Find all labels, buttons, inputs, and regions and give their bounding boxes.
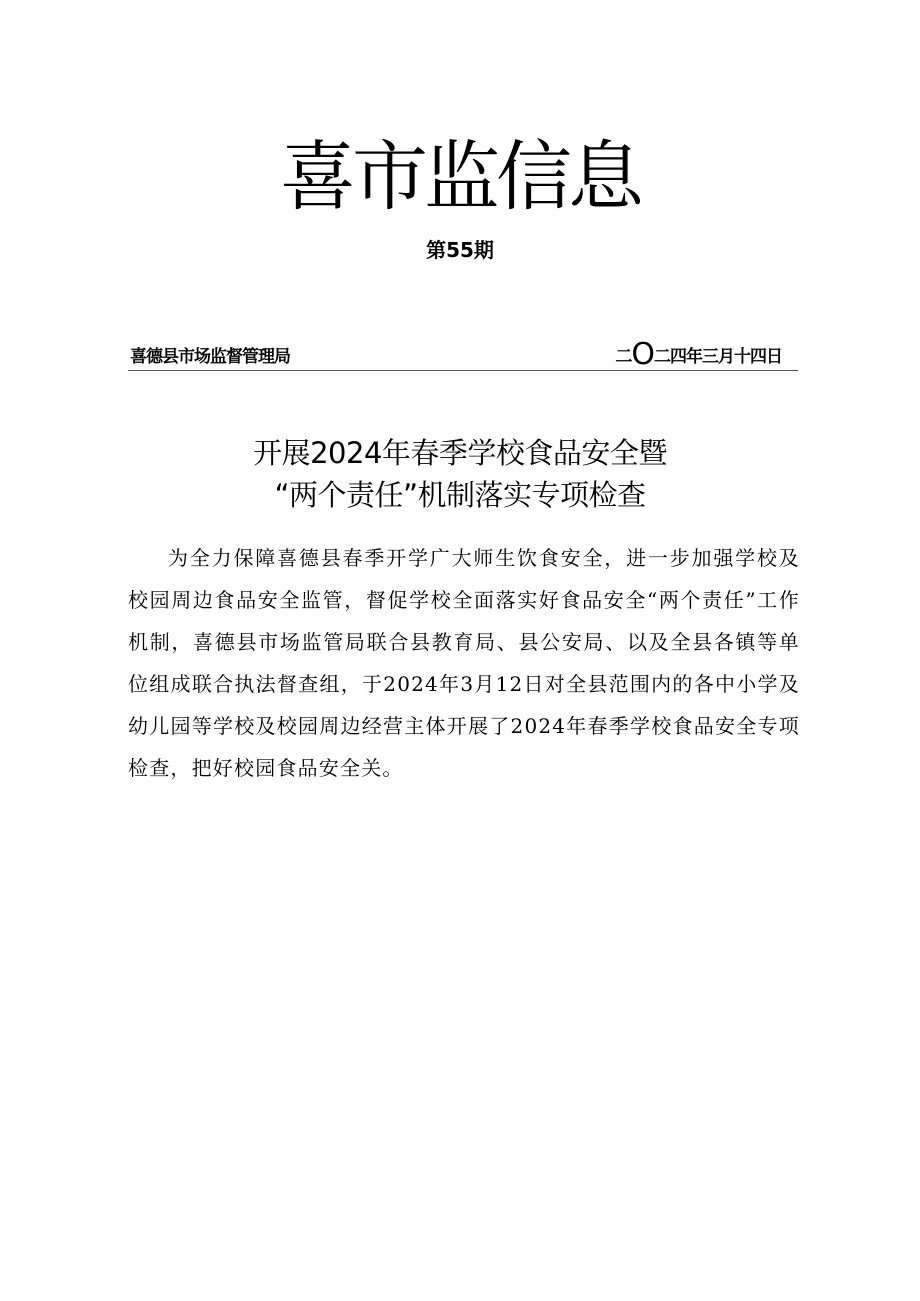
date-prefix: 二 xyxy=(615,347,632,367)
date-rest: 二四年三月十四日 xyxy=(654,347,782,367)
article-title-line-1: 开展2024年春季学校食品安全暨 xyxy=(253,436,667,470)
issuer-name: 喜德县市场监督管理局 xyxy=(130,347,290,367)
article-title-line-2: “两个责任”机制落实专项检查 xyxy=(274,478,646,512)
issue-date xyxy=(615,337,782,372)
date-zero: O xyxy=(631,337,654,372)
article-body: 为全力保障喜德县春季开学广大师生饮食安全，进一步加强学校及校园周边食品安全监管，督促学校全面落实好食品安全“两个责任”工作机制，喜德县市场监管局联合县教育局、县公安局、以及全县各镇等单位组成联合执法督查组，于2024年3月12日对全县范围内的各中小学及幼儿园等学校及校园周边经营主体开展了2024年春季学校食品安全专项检查，把好校园食品安全关。 xyxy=(128,546,800,780)
article-title xyxy=(0,432,920,516)
issue-number: 第55期 xyxy=(426,238,494,262)
masthead-title: 喜市监信息 xyxy=(280,132,640,221)
header-divider xyxy=(128,370,798,371)
